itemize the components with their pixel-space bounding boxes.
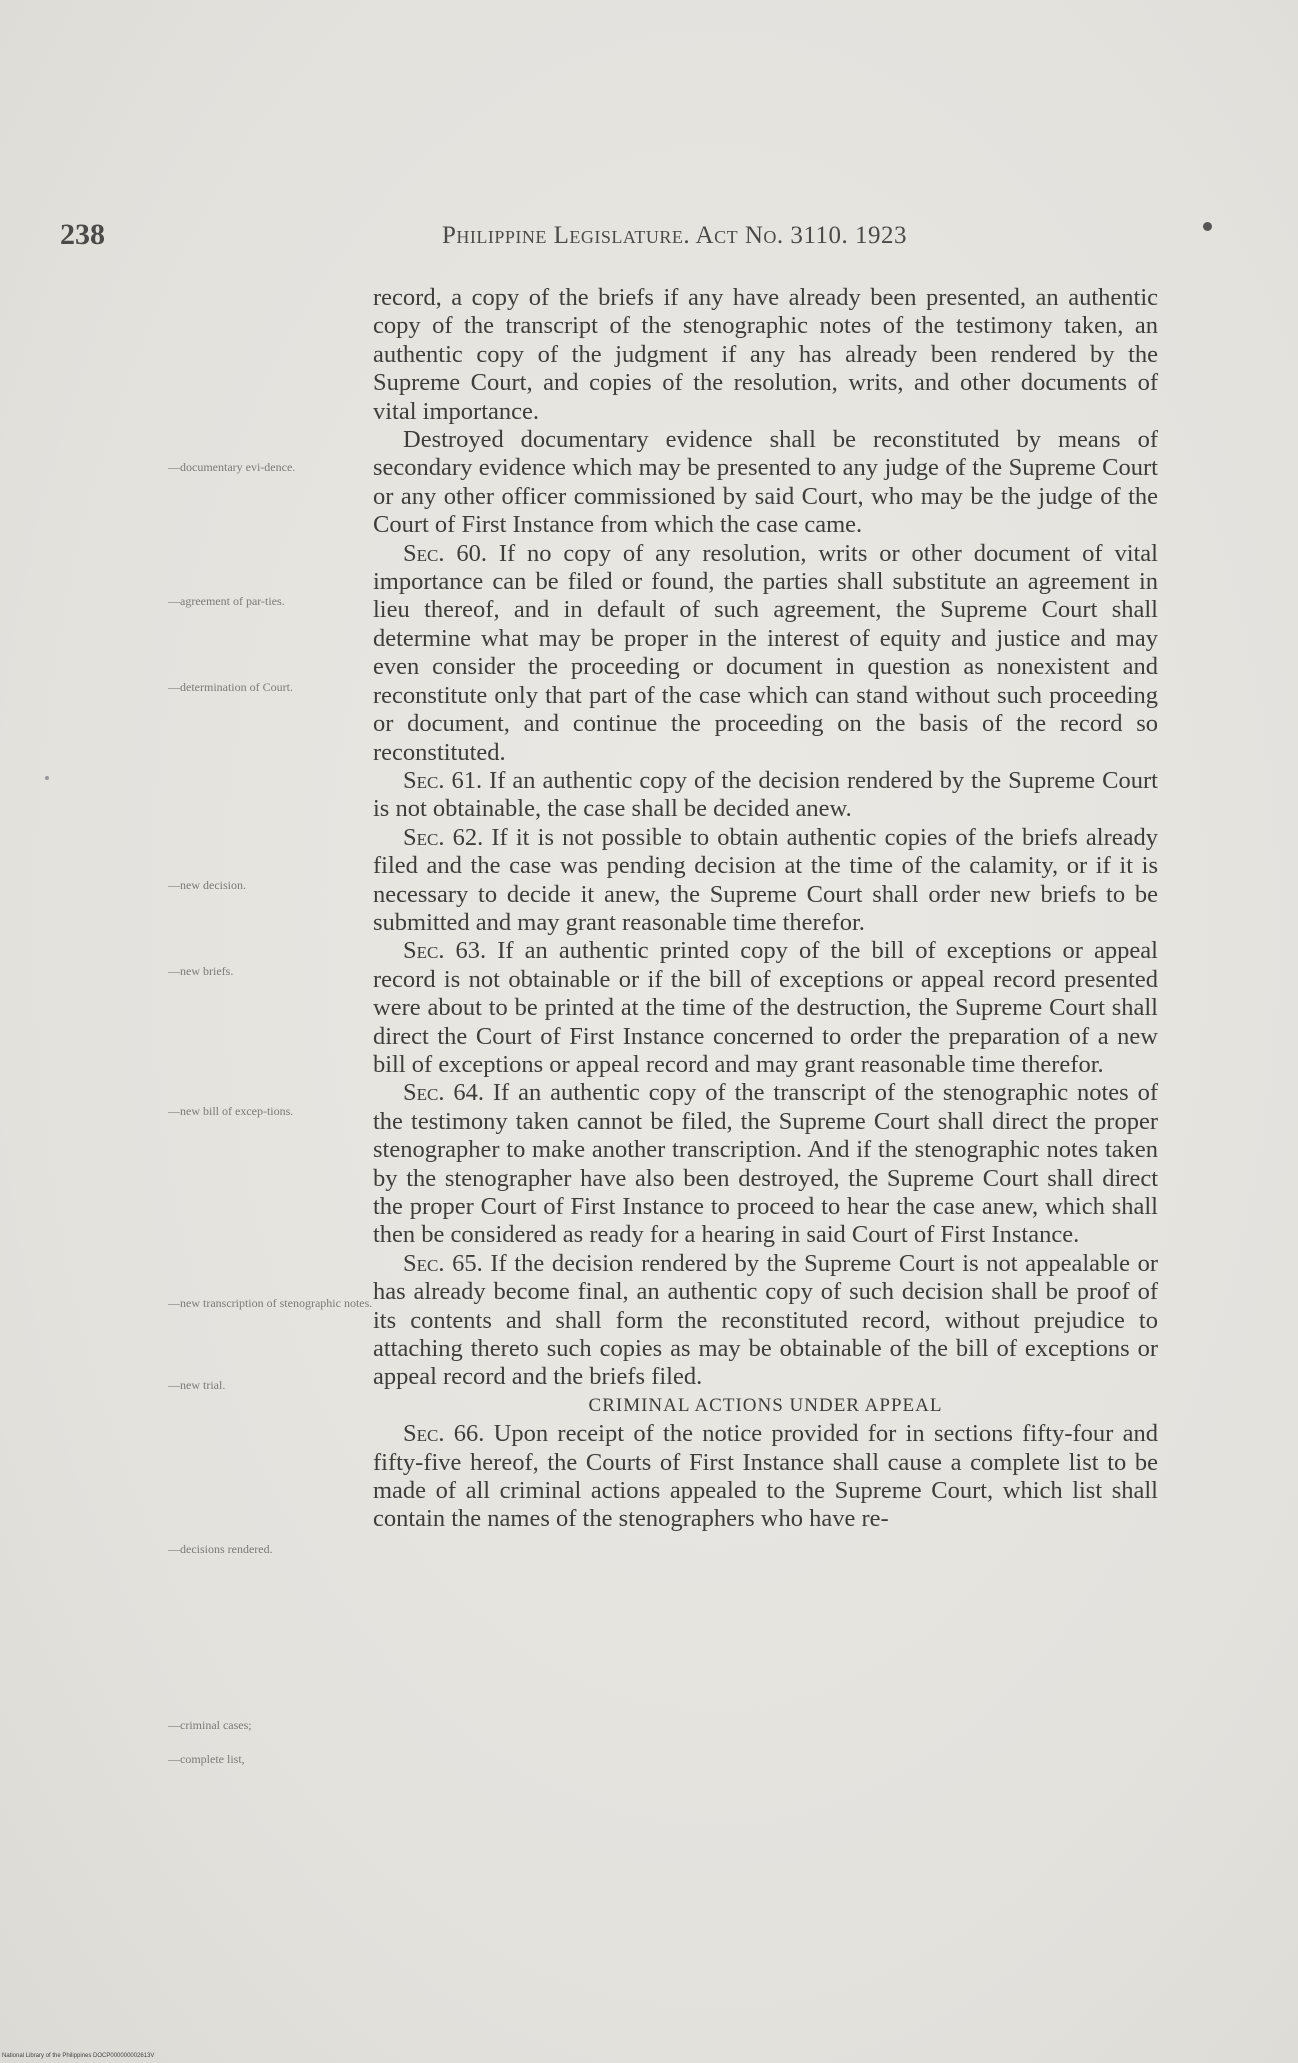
margin-note-new-trial: —new trial. — [168, 1378, 226, 1392]
section-label: Sec. 61. — [403, 766, 483, 794]
ink-speck — [45, 776, 49, 780]
section-label: Sec. 62. — [403, 823, 484, 851]
section-text: If it is not possible to obtain authentic copies of the briefs already filed and the case was pending decision at the time of the calamity, or if it is necessary to decide it anew, the Supreme Court shall order new briefs to be submitted and may grant reasonable time therefor. — [373, 823, 1158, 936]
section-64 — [373, 1079, 1158, 1249]
section-text: If no copy of any resolution, writs or other document of vital importance can be filed or found, the parties shall substitute an agreement in lieu thereof, and in default of such agreement, the Supreme Court shall determine what may be proper in the interest of equity and justice and may even consider the proceeding or document in question as nonexistent and reconstitute only that part of the case which can stand without such proceeding or document, and continue the proceeding on the basis of the record so reconstituted. — [373, 539, 1158, 766]
section-label: Sec. 60. — [403, 539, 487, 567]
margin-note-agreement-of-parties: —agreement of par-ties. — [168, 594, 285, 608]
paragraph: Destroyed documentary evidence shall be reconstituted by means of secondary evidence which may be presented to any judge of the Supreme Court or any other officer commissioned by said Court, who may be the judge of the Court of First Instance from which the case came. — [373, 426, 1158, 539]
margin-note-documentary-evidence: —documentary evi-dence. — [168, 460, 296, 474]
section-text: If an authentic copy of the decision rendered by the Supreme Court is not obtainable, the case shall be decided anew. — [373, 766, 1158, 823]
section-label: Sec. 63. — [403, 937, 487, 965]
section-60 — [373, 540, 1158, 767]
section-text: If an authentic copy of the transcript of the stenographic notes of the testimony taken cannot be filed, the Supreme Court shall direct the proper stenographer to make another transcription. And if the stenographic notes taken by the stenographer have also been destroyed, the Supreme Court shall direct the proper Court of First Instance to proceed to hear the case anew, which shall then be considered as ready for a hearing in said Court of First Instance. — [373, 1079, 1158, 1249]
section-61 — [373, 767, 1158, 824]
section-65 — [373, 1250, 1158, 1392]
margin-note-decisions-rendered: —decisions rendered. — [168, 1542, 273, 1556]
body-text — [373, 284, 1158, 1534]
running-head: Philippine Legislature. Act No. 3110. 1923 — [442, 222, 907, 249]
section-62 — [373, 824, 1158, 938]
section-66 — [373, 1420, 1158, 1534]
page-number: 238 — [60, 218, 105, 251]
section-label: Sec. 64. — [403, 1079, 484, 1107]
section-text: If an authentic printed copy of the bill of exceptions or appeal record is not obtainable or if the bill of exceptions or appeal record presented were about to be printed at the time of the destruction, the Supreme Court shall direct the Court of First Instance concerned to order the preparation of a new bill of exceptions or appeal record and may grant reasonable time therefor. — [373, 937, 1158, 1078]
margin-note-complete-list: —complete list, — [168, 1752, 245, 1766]
ink-spot — [1203, 222, 1212, 231]
margin-note-determination-of-court: —determination of Court. — [168, 680, 293, 694]
page-header — [0, 218, 1298, 258]
section-label: Sec. 66. — [403, 1420, 485, 1448]
margin-note-new-bill-of-exceptions: —new bill of excep-tions. — [168, 1104, 294, 1118]
margin-note-new-briefs: —new briefs. — [168, 964, 234, 978]
section-label: Sec. 65. — [403, 1249, 483, 1277]
section-text: Upon receipt of the notice provided for in sections fifty-four and fifty-five hereof, the Courts of First Instance shall cause a complete list to be made of all criminal actions appealed to the Supreme Court, which list shall contain the names of the stenographers who have re- — [373, 1420, 1158, 1533]
section-63 — [373, 937, 1158, 1079]
section-text: If the decision rendered by the Supreme Court is not appealable or has already become final, an authentic copy of such decision shall be proof of its contents and shall form the reconstituted record, without prejudice to attaching thereto such copies as may be obtainable of the bill of exceptions or appeal record and the briefs filed. — [373, 1249, 1158, 1391]
margin-note-new-transcription: —new transcription of stenographic notes. — [168, 1296, 373, 1310]
paragraph: record, a copy of the briefs if any have already been presented, an authentic copy of the transcript of the stenographic notes of the testimony taken, an authentic copy of the judgment if any has already been rendered by the Supreme Court, and copies of the resolution, writs, and other documents of vital importance. — [373, 284, 1158, 425]
margin-note-new-decision: —new decision. — [168, 878, 246, 892]
scan-footer: National Library of the Philippines DOCP000000002613V — [2, 2053, 155, 2059]
margin-note-criminal-cases: —criminal cases; — [168, 1718, 252, 1732]
section-heading: CRIMINAL ACTIONS UNDER APPEAL — [588, 1394, 943, 1416]
